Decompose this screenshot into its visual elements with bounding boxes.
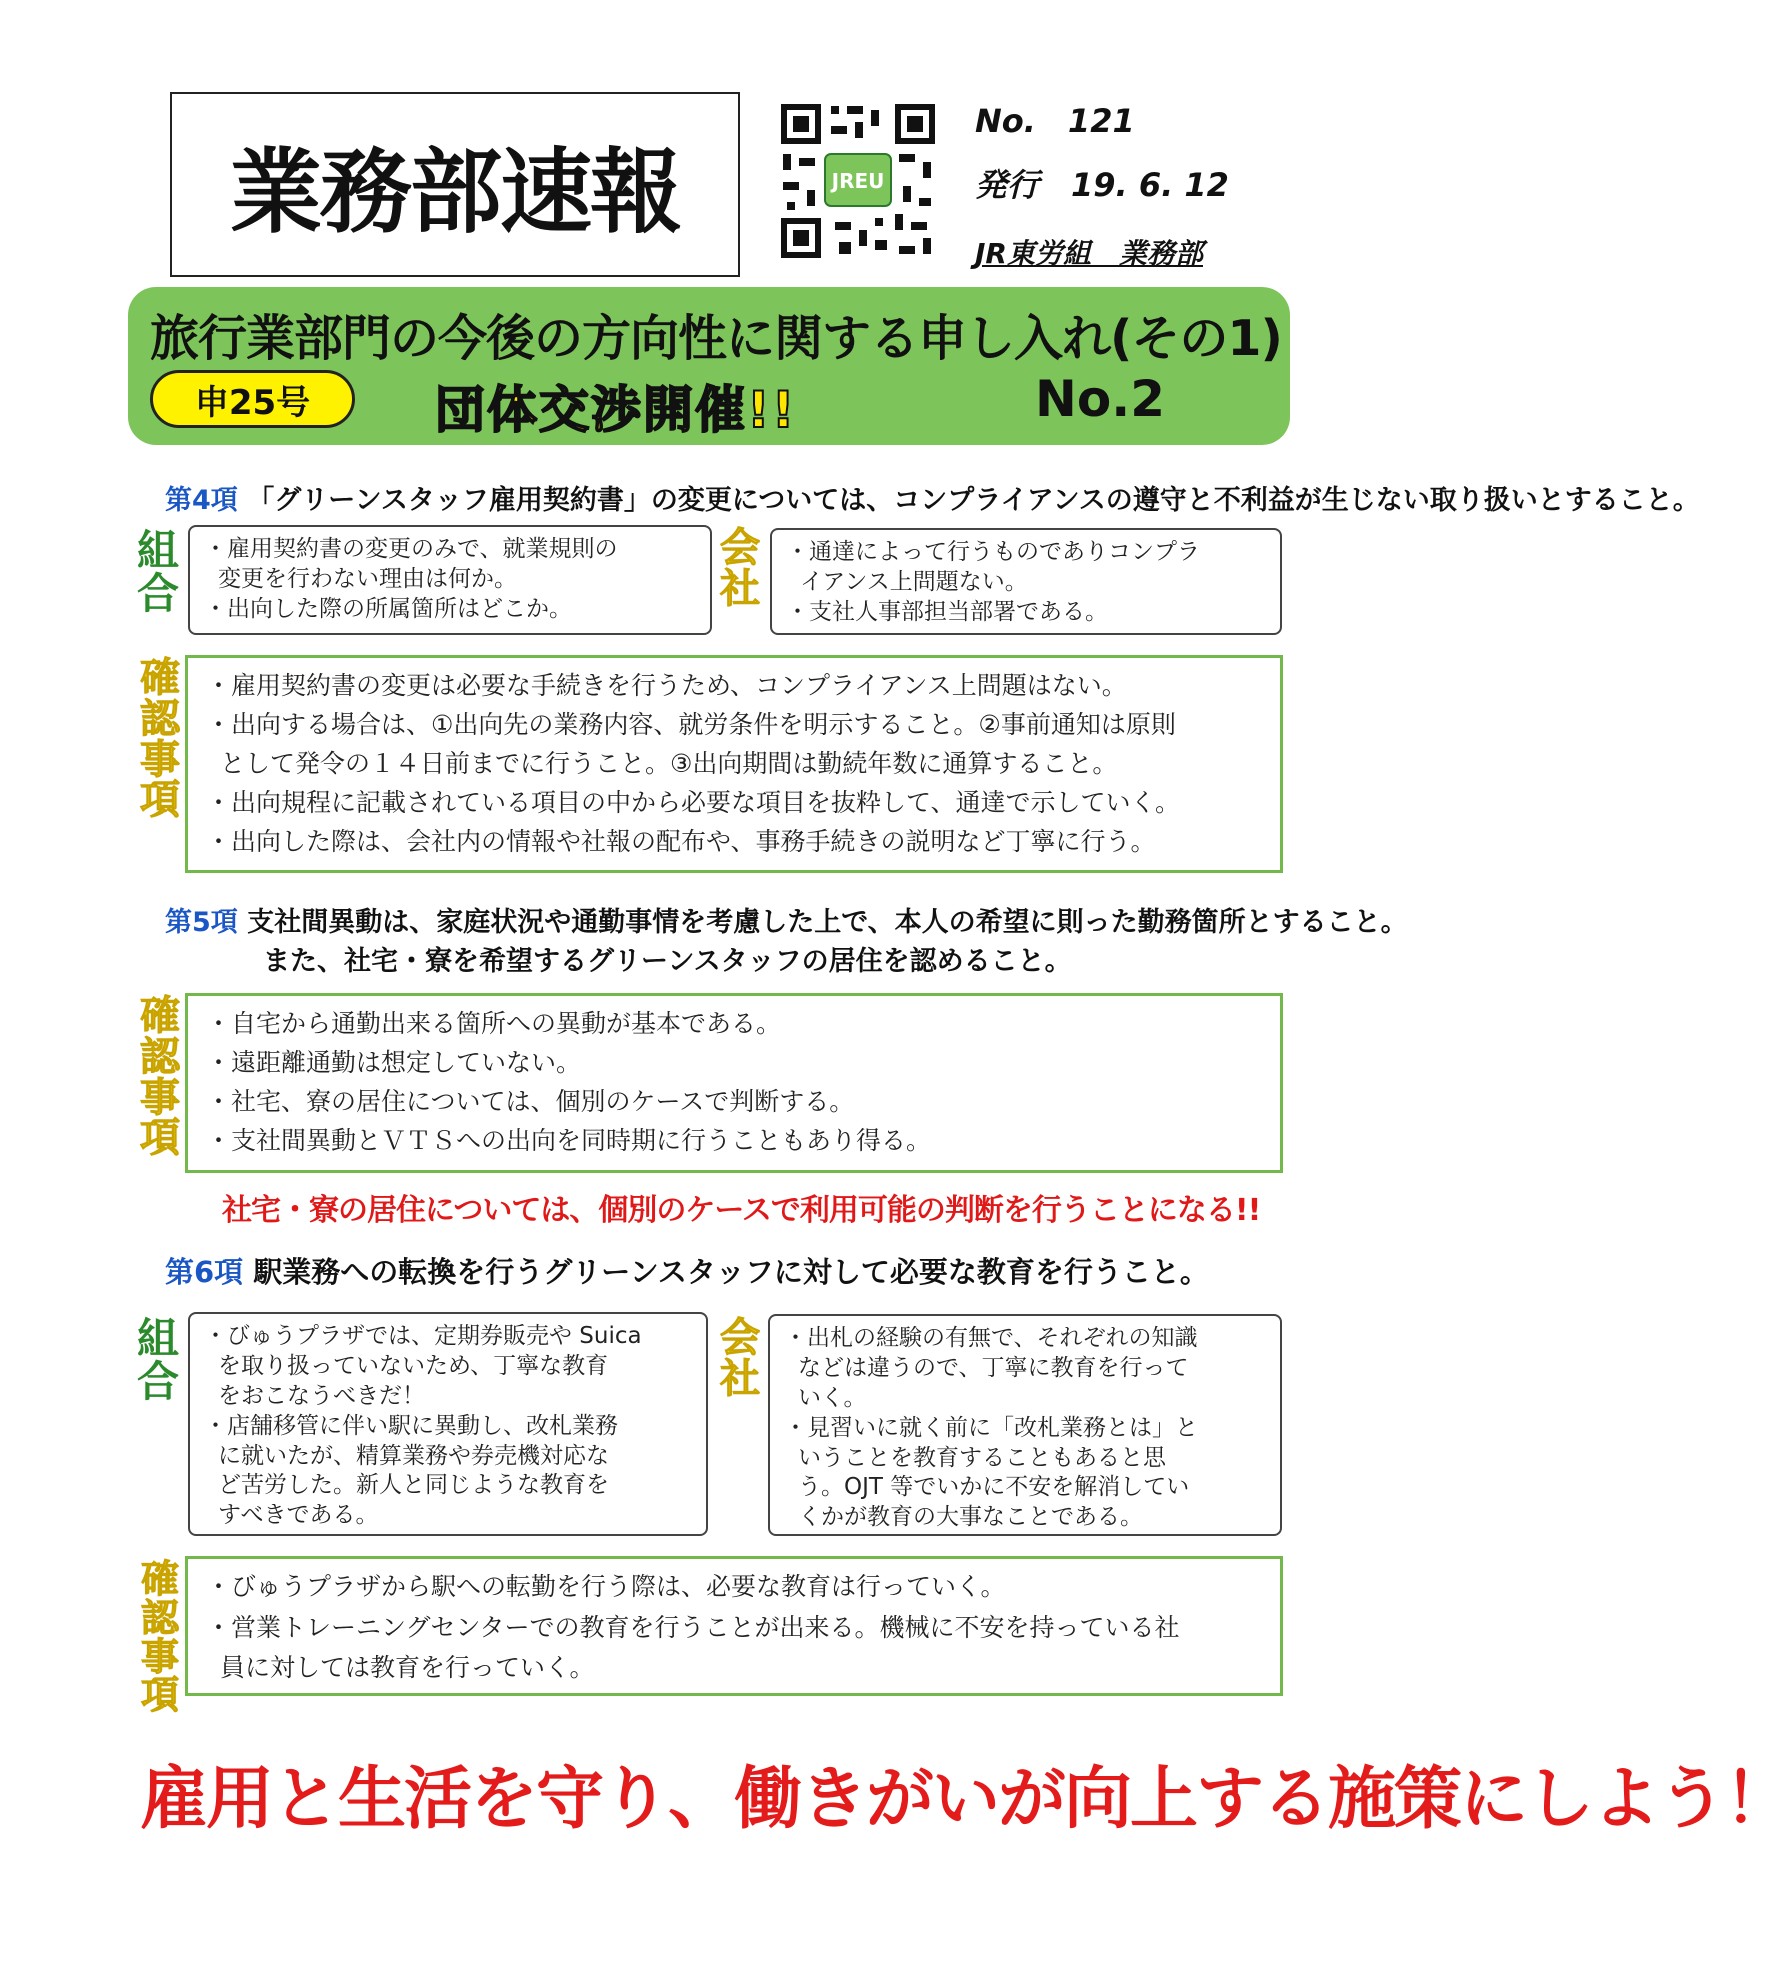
union-label-char: 合 [136,568,179,618]
box-line: ・見習いに就く前に「改札業務とは」と [784,1414,1198,1441]
banner-subtitle: 団体交渉開催!! [435,381,797,439]
union-label [134,526,182,618]
box-line: すべきである。 [218,1502,379,1529]
issuing-organization: JR東労組 業務部 [975,237,1203,270]
box-line: ・びゅうプラザから駅への転勤を行う際は、必要な教育は行っていく。 [206,1572,1006,1601]
confirmed-label-char: 確 [140,655,180,701]
union-label-char: 組 [136,526,179,575]
box-line: に就いたが、精算業務や券売機対応な [218,1442,609,1469]
box-line: ど苦労した。新人と同じような教育を [218,1472,609,1499]
box-line: ・出向した際は、会社内の情報や社報の配布や、事務手続きの説明など丁寧に行う。 [206,827,1156,856]
box-line: などは違うので、丁寧に教育を行って [798,1354,1189,1381]
qr-label: JREU [831,169,885,193]
confirmed-label-char: 項 [140,1673,179,1718]
issue-number: No. 121 [975,102,1135,140]
confirmed-label-char: 事 [140,1074,180,1121]
union-label-char: 合 [136,1356,179,1406]
box-line: ・びゅうプラザでは、定期券販売や Suica [204,1323,642,1349]
confirmed-label-char: 事 [140,1634,179,1679]
confirmed-label-char: 確 [140,993,180,1039]
confirmed-label [136,655,184,824]
box-line: イアンス上問題ない。 [800,568,1028,595]
confirmed-label-char: 認 [140,1033,180,1080]
confirmed-label-char: 項 [140,1115,180,1162]
box-line: 変更を行わない理由は何か。 [218,565,517,592]
company-label-char: 社 [720,565,760,612]
section5-text-line2: また、社宅・寮を希望するグリーンスタッフの居住を認めること。 [263,946,1072,977]
qr-code-icon[interactable] [777,100,939,262]
section5-heading [165,900,1408,978]
box-line: 員に対しては教育を行っていく。 [220,1653,595,1682]
box-line: う。OJT 等でいかに不安を解消してい [798,1474,1190,1501]
box-line: ・遠距離通勤は想定していない。 [206,1048,582,1077]
confirmed-label-char: 確 [140,1557,179,1601]
section4-confirmed-box [185,655,1283,873]
box-line: ・出向する場合は、①出向先の業務内容、就労条件を明示すること。②事前通知は原則 [206,710,1176,739]
section6-company-box [768,1314,1282,1536]
section4-heading [165,478,1700,517]
section5-text: 支社間異動は、家庭状況や通勤事情を考慮した上で、本人の希望に則った勤務箇所とすること。 [247,907,1408,938]
box-line: ・出向規程に記載されている項目の中から必要な項目を抜粋して、通達で示していく。 [206,788,1181,817]
box-line: ・出札の経験の有無で、それぞれの知識 [784,1325,1198,1351]
proposal-badge: 申25号 [150,370,355,428]
union-label-char: 組 [136,1314,179,1363]
section4-union-box [188,525,712,635]
box-line: ・店舗移管に伴い駅に異動し、改札業務 [204,1412,618,1439]
company-label-char: 会 [720,1315,760,1361]
section6-number: 第6項 [165,1255,244,1289]
box-line: ・通達によって行うものでありコンプラ [786,539,1200,565]
masthead-title: 業務部速報 [170,92,740,277]
section5-confirmed-box [185,993,1283,1173]
confirmed-label-char: 認 [140,1595,179,1640]
box-line: をおこなうべきだ！ [218,1382,425,1409]
section6-confirmed-box [185,1556,1283,1696]
union-label [134,1314,182,1406]
section5-number: 第5項 [165,907,238,938]
box-line: ・自宅から通勤出来る箇所への異動が基本である。 [206,1009,782,1038]
section5-note: 社宅・寮の居住については、個別のケースで利用可能の判断を行うことになる!! [222,1193,1261,1228]
section4-number: 第4項 [165,485,238,516]
company-label [716,525,764,612]
closing-slogan: 雇用と生活を守り、働きがいが向上する施策にしよう！ [140,1760,1790,1839]
box-line: いく。 [798,1384,867,1411]
company-label-char: 社 [720,1355,760,1402]
company-label [716,1315,764,1402]
issue-date: 発行 19. 6. 12 [975,166,1229,204]
section4-company-box [770,528,1282,635]
box-line: ・雇用契約書の変更は必要な手続きを行うため、コンプライアンス上問題はない。 [206,671,1127,700]
box-line: ・支社人事部担当部署である。 [786,598,1108,625]
box-line: を取り扱っていないため、丁寧な教育 [218,1352,609,1379]
section6-text: 駅業務への転換を行うグリーンスタッフに対して必要な教育を行うこと。 [253,1255,1209,1289]
box-line: くかが教育の大事なことである。 [798,1504,1143,1531]
section4-text: 「グリーンスタッフ雇用契約書」の変更については、コンプライアンスの遵守と不利益が生じない取り扱いとすること。 [247,485,1700,516]
banner-number: No.2 [1035,370,1165,428]
confirmed-label [136,1557,184,1718]
box-line: ・支社間異動とＶＴＳへの出向を同時期に行うこともあり得る。 [206,1126,932,1155]
company-label-char: 会 [720,525,760,571]
confirmed-label [136,993,184,1162]
box-line: いうことを教育することもあると思 [798,1444,1166,1471]
section6-heading [165,1250,1209,1291]
box-line: ・出向した際の所属箇所はどこか。 [204,595,572,622]
box-line: ・営業トレーニングセンターでの教育を行うことが出来る。機械に不安を持っている社 [206,1612,1180,1642]
box-line: ・社宅、寮の居住については、個別のケースで判断する。 [206,1087,855,1116]
confirmed-label-char: 項 [140,777,180,824]
section6-union-box [188,1312,708,1536]
confirmed-label-char: 認 [140,695,180,742]
box-line: として発令の１４日前までに行うこと。③出向期間は勤続年数に通算すること。 [220,749,1118,778]
confirmed-label-char: 事 [140,736,180,783]
box-line: ・雇用契約書の変更のみで、就業規則の [204,536,618,562]
banner-title: 旅行業部門の今後の方向性に関する申し入れ(その1) [150,310,1282,367]
